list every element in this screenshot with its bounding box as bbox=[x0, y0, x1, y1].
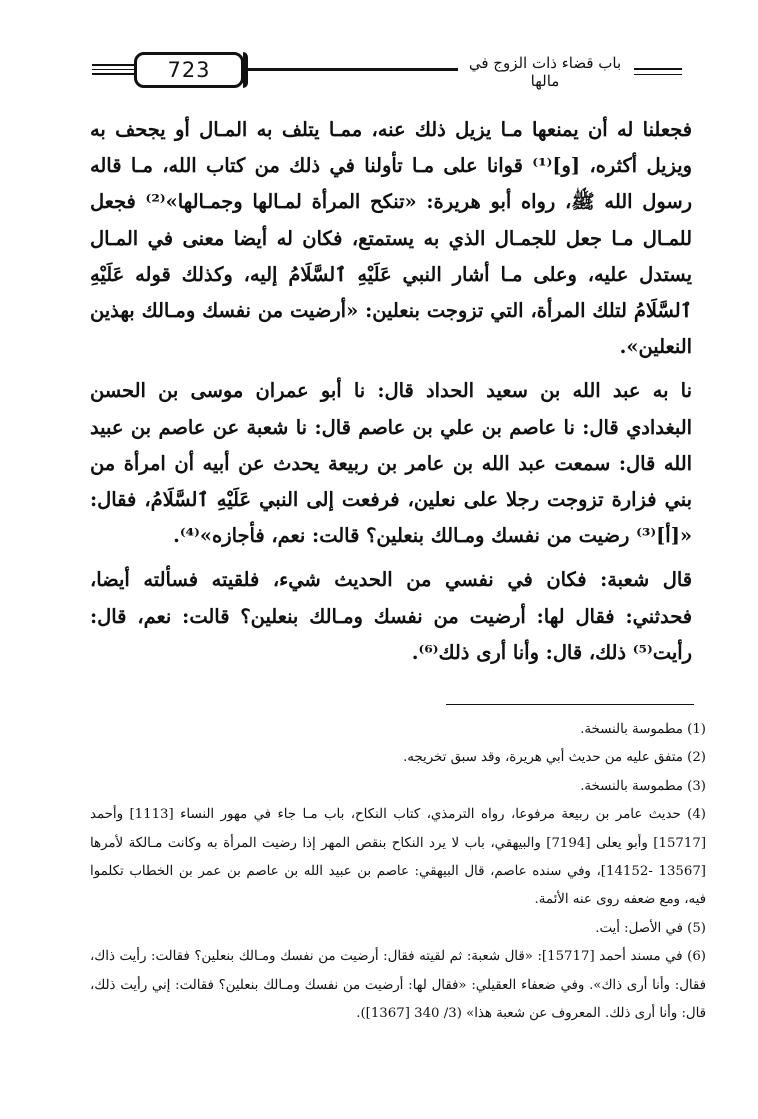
paragraph: نا به عبد الله بن سعيد الحداد قال: نا أبو عمران موسى بن الحسن البغدادي قال: نا عاصم بن علي بن عاصم قال: نا شعبة عن عاصم بن عبيد الله قال: سمعت عبد الله بن عامر بن ربيعة يحدث عن أبيه أن امرأة من بني فزارة تزوجت رجلا على نعلين، فرفعت إلى النبي عَلَيْهِ ٱلسَّلَامُ، فقال: «[أ]⁽³⁾ رضيت من نفسك ومـالك بنعلين؟ قالت: نعم، فأجازه»⁽⁴⁾. bbox=[90, 379, 692, 548]
paragraph: قال شعبة: فكان في نفسي من الحديث شيء، فلقيته فسألته أيضا، فحدثني: فقال لها: أرضيت من نفسك ومـالك بنعلين؟ قالت: نعم، قال: رأيت⁽⁵⁾ ذلك، قال: وأنا أرى ذلك⁽⁶⁾. bbox=[90, 568, 692, 664]
paragraph: فجعلنا له أن يمنعها مـا يزيل ذلك عنه، ممـا يتلف به المـال أو يجحف به ويزيل أكثره، [و]⁽¹⁾ قوانا على مـا تأولنا في ذلك من كتاب الله، مـا قاله رسول الله ﷺ، رواه أبو هريرة: «تنكح المرأة لمـالها وجمـالها»⁽²⁾ فجعل للمـال مـا جعل للجمـال الذي به يستمتع، فكان له أيضا معنى في المـال يستدل عليه، وعلى مـا أشار النبي عَلَيْهِ ٱلسَّلَامُ إليه، وكذلك قوله عَلَيْهِ ٱلسَّلَامُ لتلك المرأة، التي تزوجت بنعلين: «أرضيت من نفسك ومـالك بهذين النعلين». bbox=[90, 118, 692, 359]
chapter-title: باب قضاء ذات الزوج في مالها bbox=[468, 54, 622, 90]
footnote: (6) في مسند أحمد [15717]: «قال شعبة: ثم لقيته فقال: أرضيت من نفسك ومـالك بنعلين؟ فقالت: رأيت ذاك، فقال: وأنا أرى ذاك». وفي ضعفاء العقيلي: «فقال لها: أرضيت من نفسك ومـالك بنعلين؟ فقالت: إني رأيت ذلك، قال: وأنا أرى ذلك. المعروف عن شعبة هذا» (3/ 340 [1367]). bbox=[90, 949, 706, 1022]
footnote: (4) حديث عامر بن ربيعة مرفوعا، رواه الترمذي، كتاب النكاح، باب مـا جاء في مهور النساء [1113] وأحمد [15717] وأبو يعلى [7194] والبيهقي، باب لا يرد النكاح بنقص المهر إذا رضيت المرأة به وكانت مـالكة لأمرها [13567 -14152]، وفي سنده عاصم، قال البيهقي: عاصم بن عبيد الله بن عاصم بن عمر بن الخطاب تكلموا فيه، ومع ضعفه روى عنه الأئمة. bbox=[90, 807, 707, 908]
footnote: (5) في الأصل: أيت. bbox=[595, 920, 706, 936]
main-text bbox=[90, 112, 692, 671]
footnote: (1) مطموسة بالنسخة. bbox=[580, 722, 706, 737]
header-rule-middle bbox=[246, 68, 458, 71]
footnote: (3) مطموسة بالنسخة. bbox=[580, 778, 706, 794]
header-rule-right bbox=[634, 74, 682, 75]
footnote: (2) متفق عليه من حديث أبي هريرة، وقد سبق تخريجه. bbox=[403, 750, 706, 766]
header-rule-left bbox=[92, 73, 138, 75]
footnotes bbox=[90, 716, 706, 1028]
page-number: 723 bbox=[134, 52, 244, 88]
header-rule-left bbox=[92, 64, 138, 66]
footnote-separator bbox=[446, 704, 694, 705]
header-rule-right bbox=[634, 68, 682, 70]
page-header bbox=[92, 50, 692, 90]
header-rule-left bbox=[92, 69, 138, 70]
